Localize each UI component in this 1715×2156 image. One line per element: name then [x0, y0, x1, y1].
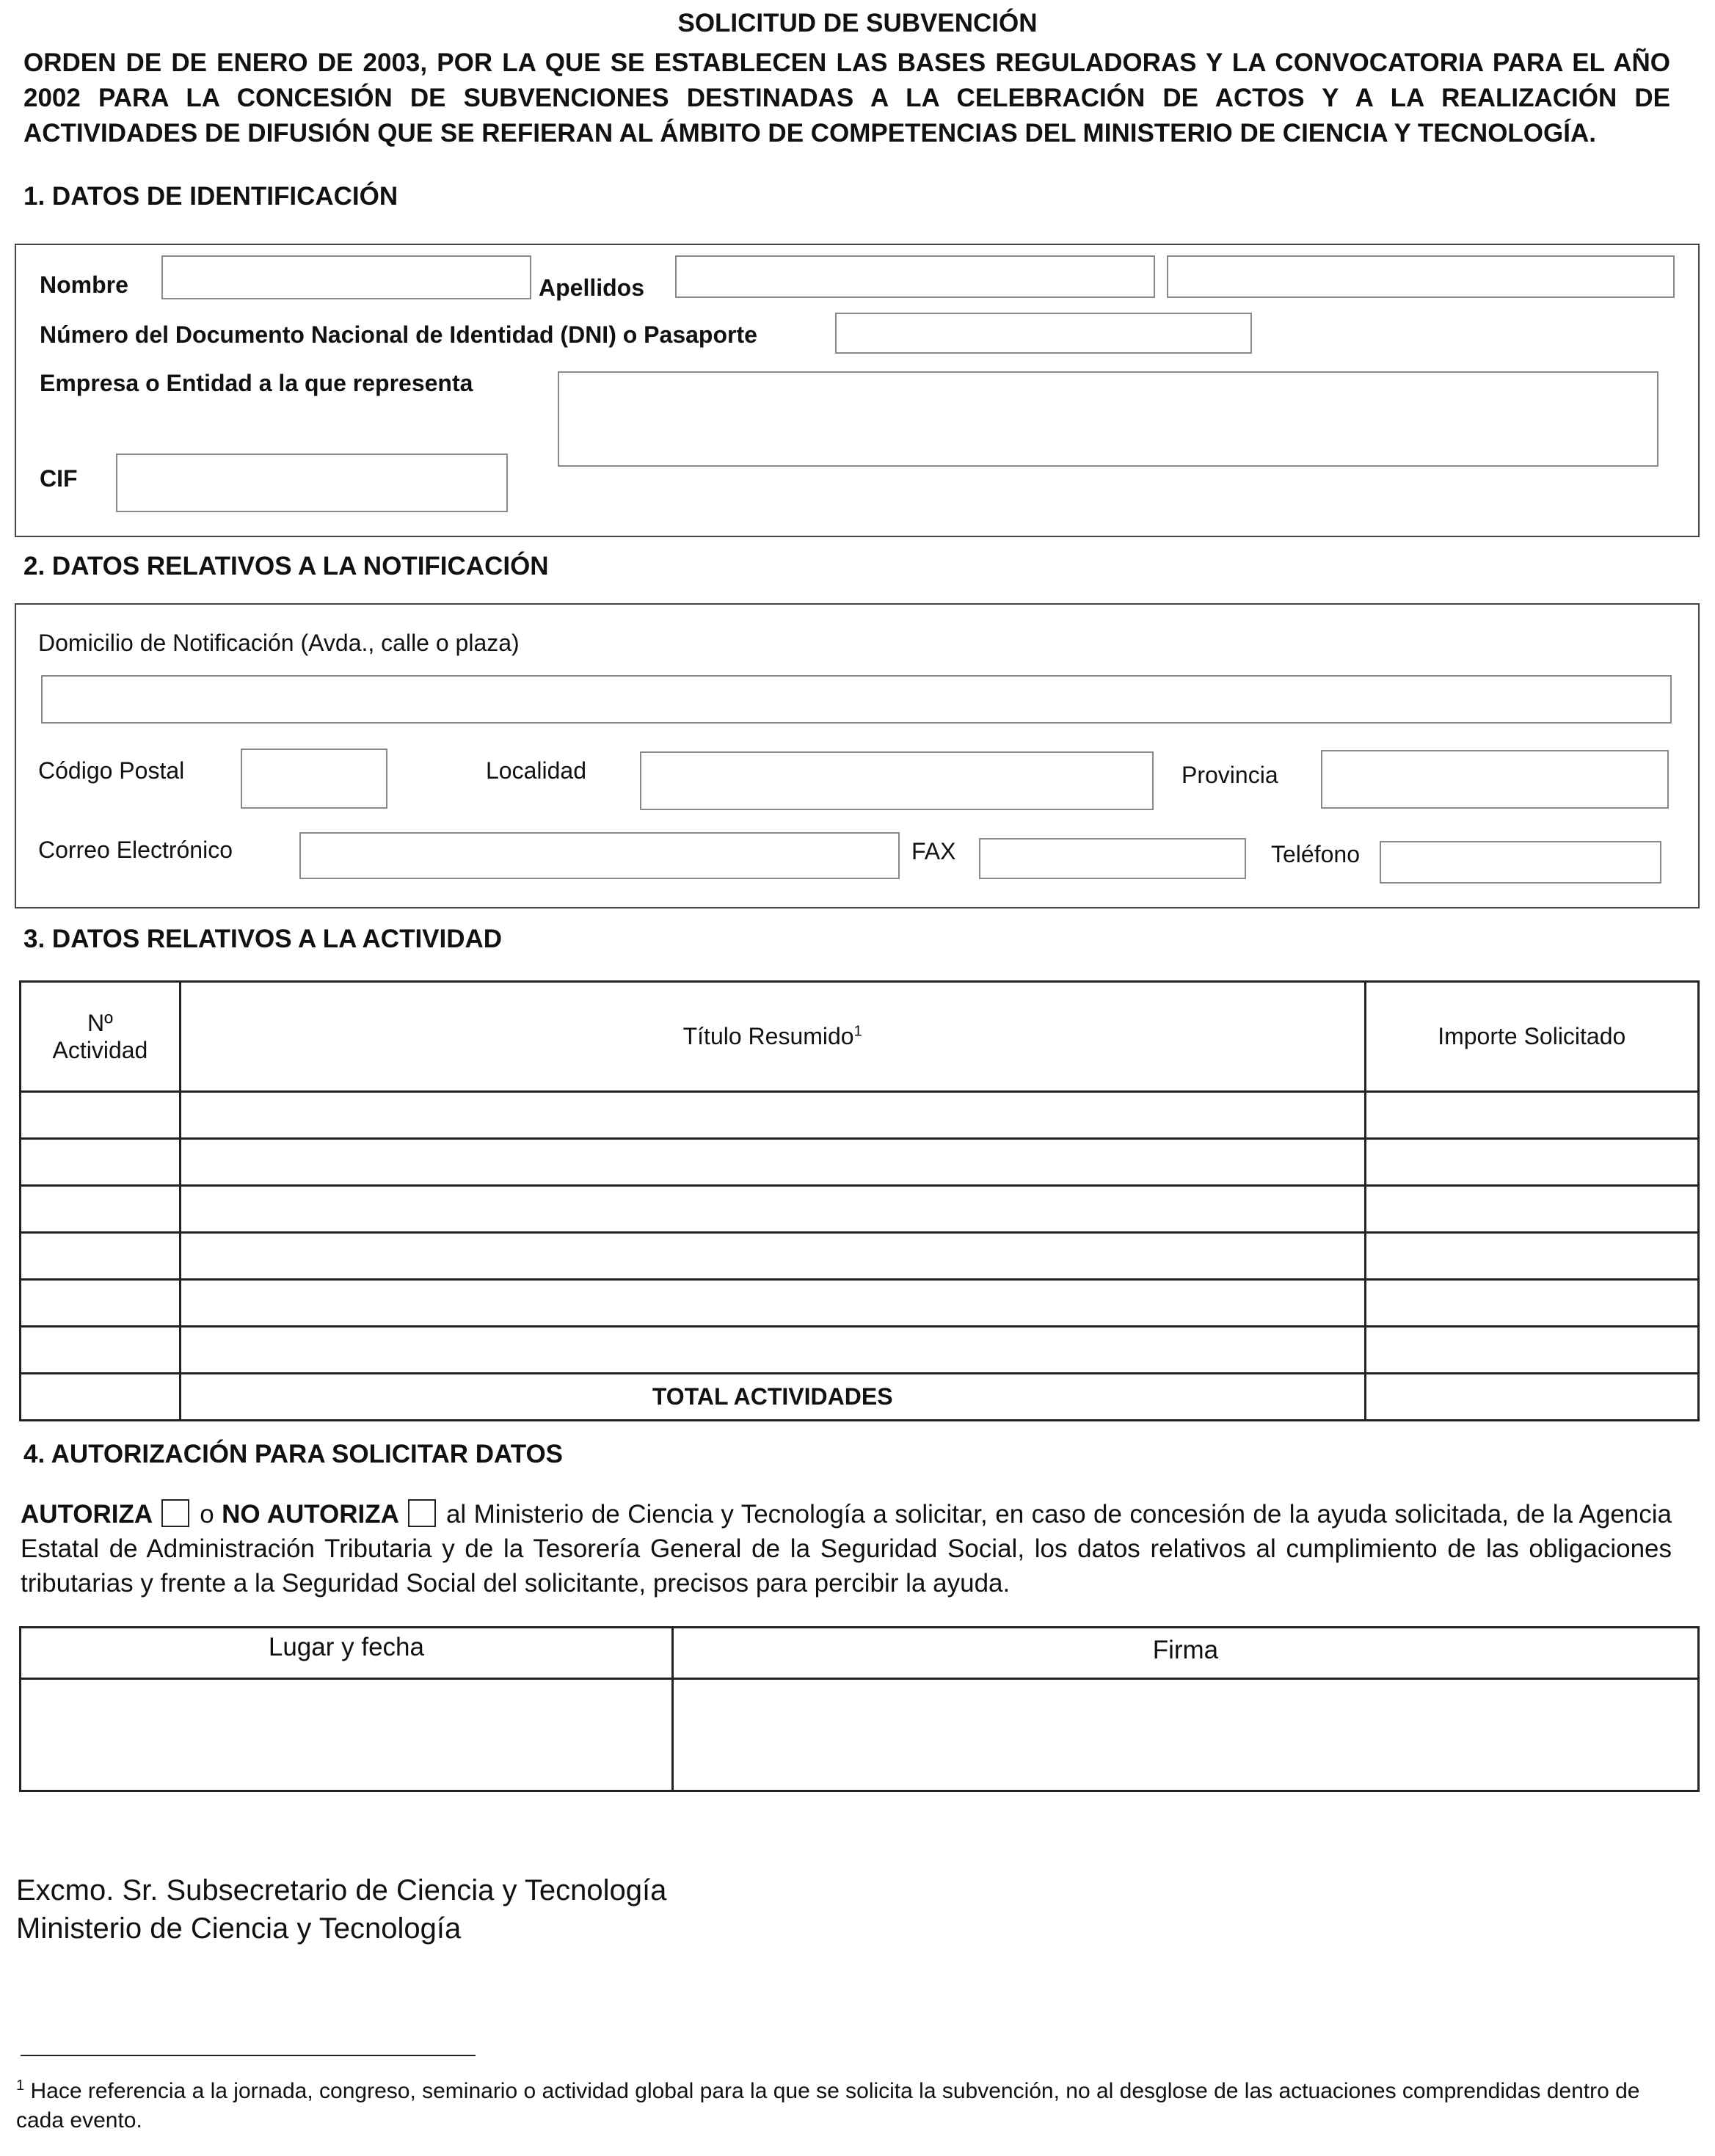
lugar-fecha-header: Lugar y fecha — [21, 1628, 673, 1679]
titulo-cell[interactable] — [180, 1092, 1365, 1139]
section4-heading: 4. AUTORIZACIÓN PARA SOLICITAR DATOS — [23, 1440, 564, 1468]
autoriza-checkbox[interactable] — [161, 1499, 189, 1527]
section2-heading: 2. DATOS RELATIVOS A LA NOTIFICACIÓN — [23, 552, 549, 580]
titulo-cell[interactable] — [180, 1280, 1365, 1327]
provincia-label: Provincia — [1181, 762, 1278, 788]
fax-field[interactable] — [979, 838, 1246, 879]
table-row — [21, 1186, 1699, 1233]
col-num-line2: Actividad — [52, 1036, 148, 1063]
importe-cell[interactable] — [1365, 1233, 1699, 1280]
col-num-header — [21, 982, 181, 1092]
titulo-cell[interactable] — [180, 1186, 1365, 1233]
codigo-postal-label: Código Postal — [38, 757, 185, 784]
apellido1-field[interactable] — [675, 255, 1155, 298]
cif-field[interactable] — [116, 454, 508, 512]
total-num-cell — [21, 1374, 181, 1421]
titulo-cell[interactable] — [180, 1327, 1365, 1374]
addressee-line2: Ministerio de Ciencia y Tecnología — [16, 1912, 462, 1945]
firma-field[interactable] — [672, 1679, 1698, 1791]
importe-cell[interactable] — [1365, 1327, 1699, 1374]
num-cell[interactable] — [21, 1092, 181, 1139]
num-cell[interactable] — [21, 1280, 181, 1327]
num-cell[interactable] — [21, 1327, 181, 1374]
importe-cell[interactable] — [1365, 1280, 1699, 1327]
lugar-fecha-field[interactable] — [21, 1679, 673, 1791]
cif-label: CIF — [40, 465, 78, 492]
addressee-line1: Excmo. Sr. Subsecretario de Ciencia y Tecnología — [16, 1874, 667, 1906]
dni-label: Número del Documento Nacional de Identidad (DNI) o Pasaporte — [40, 321, 757, 348]
provincia-field[interactable] — [1321, 750, 1669, 809]
authorization-paragraph — [21, 1497, 1672, 1600]
correo-label: Correo Electrónico — [38, 837, 233, 863]
table-row — [21, 1280, 1699, 1327]
apellido2-field[interactable] — [1167, 255, 1675, 298]
col-num-line1: Nº — [87, 1009, 113, 1036]
total-row — [21, 1374, 1699, 1421]
nombre-label: Nombre — [40, 272, 128, 298]
form-title: SOLICITUD DE SUBVENCIÓN — [677, 9, 1038, 37]
num-cell[interactable] — [21, 1139, 181, 1186]
table-row — [21, 1092, 1699, 1139]
autoriza-label: AUTORIZA — [21, 1500, 153, 1529]
num-cell[interactable] — [21, 1233, 181, 1280]
table-row — [21, 1139, 1699, 1186]
domicilio-label: Domicilio de Notificación (Avda., calle o plaza) — [38, 630, 520, 656]
domicilio-field[interactable] — [41, 675, 1672, 724]
footnote-mark: 1 — [16, 2077, 25, 2094]
no-autoriza-label: NO AUTORIZA — [222, 1500, 399, 1529]
section3-heading: 3. DATOS RELATIVOS A LA ACTIVIDAD — [23, 925, 503, 953]
table-row — [21, 1327, 1699, 1374]
col-importe-header: Importe Solicitado — [1365, 982, 1699, 1092]
footnote-divider — [21, 2055, 476, 2056]
footnote-ref: 1 — [853, 1023, 862, 1040]
telefono-label: Teléfono — [1271, 841, 1360, 867]
telefono-field[interactable] — [1380, 841, 1661, 884]
total-label: TOTAL ACTIVIDADES — [180, 1374, 1365, 1421]
activity-table — [19, 980, 1700, 1421]
num-cell[interactable] — [21, 1186, 181, 1233]
table-row — [21, 1233, 1699, 1280]
titulo-cell[interactable] — [180, 1139, 1365, 1186]
codigo-postal-field[interactable] — [241, 749, 387, 809]
correo-field[interactable] — [299, 832, 900, 879]
addressee — [16, 1871, 666, 1948]
col-titulo-header — [180, 982, 1365, 1092]
section1-heading: 1. DATOS DE IDENTIFICACIÓN — [23, 182, 398, 211]
firma-header: Firma — [672, 1628, 1698, 1679]
nombre-field[interactable] — [161, 255, 531, 299]
fax-label: FAX — [911, 838, 956, 864]
apellidos-label: Apellidos — [539, 274, 645, 301]
importe-cell[interactable] — [1365, 1186, 1699, 1233]
empresa-label: Empresa o Entidad a la que representa — [40, 370, 473, 396]
total-importe-cell[interactable] — [1365, 1374, 1699, 1421]
section1-box — [15, 244, 1700, 537]
titulo-cell[interactable] — [180, 1233, 1365, 1280]
signature-table — [19, 1626, 1700, 1792]
localidad-field[interactable] — [640, 751, 1154, 810]
order-description: ORDEN DE DE ENERO DE 2003, POR LA QUE SE ESTABLECEN LAS BASES REGULADORAS Y LA CONVOCATORIA PARA EL AÑO 2002 PARA LA CONCESIÓN DE SUBVENCIONES DESTINADAS A LA CELEBRACIÓN DE ACTOS Y A LA REALIZACIÓN DE ACTIVIDADES DE DIFUSIÓN QUE SE REFIERAN AL ÁMBITO DE COMPETENCIAS DEL MINISTERIO DE CIENCIA Y TECNOLOGÍA. — [23, 48, 1670, 148]
dni-field[interactable] — [835, 313, 1252, 354]
importe-cell[interactable] — [1365, 1139, 1699, 1186]
activity-table-header — [21, 982, 1699, 1092]
footnote — [16, 2071, 1682, 2135]
localidad-label: Localidad — [486, 757, 586, 784]
importe-cell[interactable] — [1365, 1092, 1699, 1139]
empresa-field[interactable] — [558, 371, 1658, 467]
o-label: o — [200, 1500, 214, 1529]
footnote-text: Hace referencia a la jornada, congreso, seminario o actividad global para la que se solicita la subvención, no al desglose de las actuaciones comprendidas dentro de cada evento. — [16, 2079, 1640, 2133]
col-titulo-label: Título Resumido — [682, 1023, 854, 1049]
no-autoriza-checkbox[interactable] — [408, 1499, 436, 1527]
section2-box — [15, 603, 1700, 908]
authorization-text: al Ministerio de Ciencia y Tecnología a solicitar, en caso de concesión de la ayuda solicitada, de la Agencia Estatal de Administración Tributaria y de la Tesorería General de la Seguridad Social, los datos relativos al cumplimiento de las obligaciones tributarias y frente a la Seguridad Social del solicitante, precisos para percibir la ayuda. — [21, 1500, 1672, 1598]
